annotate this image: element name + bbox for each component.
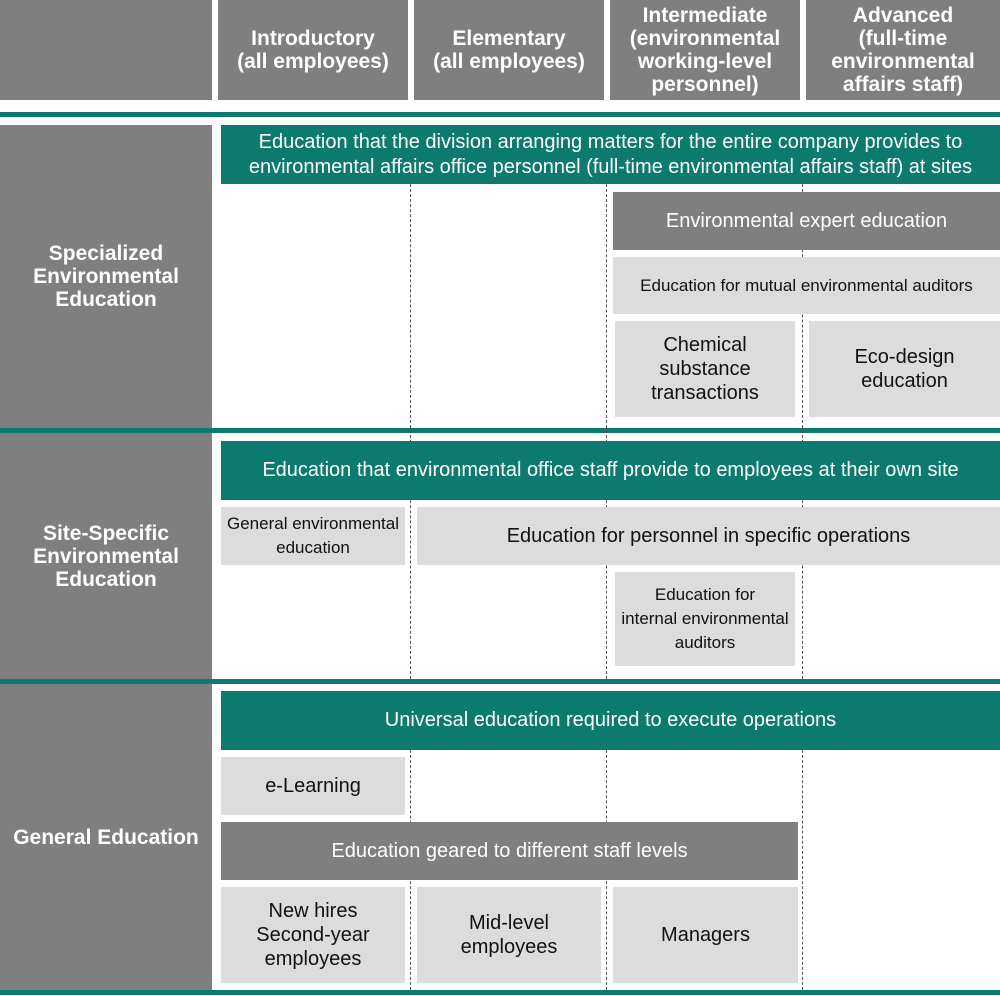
header-separator-line (0, 112, 1000, 117)
banner-general (221, 691, 1000, 750)
section-title-specialized-label: Specialized Environmental Education (33, 242, 179, 311)
box-general-environmental-education-label: General environmental education (227, 514, 399, 557)
box-eco-design-education-label: Eco-design education (854, 346, 955, 392)
section-title-site-specific (0, 433, 212, 679)
box-new-hires-label: New hires Second-year employees (256, 900, 370, 970)
section-title-specialized (0, 125, 212, 428)
box-staff-levels-education (221, 822, 798, 880)
box-e-learning-label: e-Learning (265, 775, 361, 797)
column-header-intermediate (610, 0, 800, 100)
box-managers-label: Managers (661, 924, 750, 946)
box-internal-environmental-auditors-label: Education for internal environmental auditors (621, 585, 789, 652)
column-divider (606, 184, 607, 679)
box-general-environmental-education (221, 507, 405, 565)
box-mid-level-employees-label: Mid-level employees (460, 912, 558, 958)
section-title-general-label: General Education (13, 825, 199, 849)
banner-site-specific-label: Education that environmental office staff provide to employees at their own site (262, 459, 959, 481)
box-mutual-environmental-auditors (613, 257, 1000, 314)
box-specific-operations-education-label: Education for personnel in specific operations (506, 525, 911, 547)
box-chemical-substance-transactions (615, 321, 795, 417)
column-header-elementary-label: Elementary (all employees) (433, 27, 585, 73)
bottom-border-line (0, 990, 1000, 995)
box-eco-design-education (809, 321, 1000, 417)
box-internal-environmental-auditors (615, 572, 795, 666)
banner-specialized (221, 125, 1000, 184)
section-title-general (0, 684, 212, 990)
banner-general-label: Universal education required to execute operations (384, 709, 837, 731)
box-environmental-expert-education (613, 192, 1000, 250)
banner-specialized-label: Education that the division arranging matters for the entire company provides to environmental affairs office personnel (full-time environmental affairs staff) at sites (248, 130, 973, 178)
column-header-introductory-label: Introductory (all employees) (237, 27, 389, 73)
banner-site-specific (221, 441, 1000, 500)
column-divider (802, 750, 803, 990)
box-mutual-environmental-auditors-label: Education for mutual environmental auditors (640, 275, 973, 295)
box-new-hires (221, 887, 405, 983)
box-environmental-expert-education-label: Environmental expert education (665, 210, 948, 232)
box-managers (613, 887, 798, 983)
column-divider (410, 184, 411, 679)
box-staff-levels-education-label: Education geared to different staff levels (331, 840, 688, 862)
column-header-elementary (414, 0, 604, 100)
header-corner-cell (0, 0, 212, 100)
box-specific-operations-education (417, 507, 1000, 565)
box-mid-level-employees (417, 887, 601, 983)
box-e-learning (221, 757, 405, 815)
column-header-advanced-label: Advanced (full-time environmental affairs staff) (831, 4, 975, 96)
column-header-intermediate-label: Intermediate (environmental working-level personnel) (629, 4, 781, 96)
column-header-introductory (218, 0, 408, 100)
box-chemical-substance-transactions-label: Chemical substance transactions (651, 334, 759, 404)
section-title-site-specific-label: Site-Specific Environmental Education (33, 521, 179, 591)
column-header-advanced (806, 0, 1000, 100)
